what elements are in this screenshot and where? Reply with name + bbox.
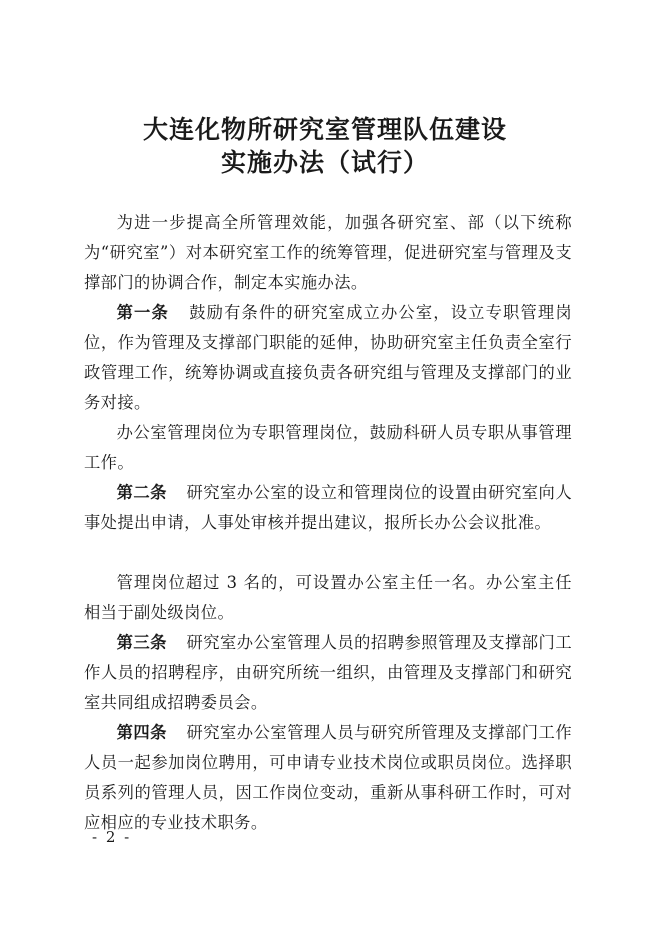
title-line-1: 大连化物所研究室管理队伍建设 — [142, 115, 507, 144]
article-2-paragraph — [84, 478, 572, 538]
article-2-note — [84, 568, 572, 628]
title-line-2: 实施办法（试行） — [220, 148, 429, 177]
article-heading: 第二条 — [116, 483, 167, 502]
paragraph-text: 研究室办公室管理人员的招聘参照管理及支撑部门工作人员的招聘程序，由研究所统一组织，由管理及支撑部门和研究室共同组成招聘委员会。 — [84, 633, 573, 712]
article-heading: 第三条 — [116, 633, 167, 652]
article-4-paragraph — [84, 718, 572, 838]
article-1-note — [84, 418, 572, 478]
paragraph-text: 鼓励有条件的研究室成立办公室，设立专职管理岗位，作为管理及支撑部门职能的延伸，协助研究室主任负责全室行政管理工作，统筹协调或直接负责各研究组与管理及支撑部门的业务对接。 — [84, 303, 572, 412]
paragraph-text: 研究室办公室的设立和管理岗位的设置由研究室向人事处提出申请，人事处审核并提出建议，报所长办公会议批准。 — [84, 483, 573, 532]
paragraph-text: 管理岗位超过 3 名的，可设置办公室主任一名。办公室主任相当于副处级岗位。 — [84, 573, 572, 622]
paragraph-text: 为进一步提高全所管理效能，加强各研究室、部（以下统称为“研究室”）对本研究室工作的统筹管理，促进研究室与管理及支撑部门的协调合作，制定本实施办法。 — [84, 213, 572, 292]
page-number: - 2 - — [92, 828, 132, 846]
article-heading: 第一条 — [116, 303, 169, 322]
paragraph-text: 办公室管理岗位为专职管理岗位，鼓励科研人员专职从事管理工作。 — [84, 423, 572, 472]
paragraph-text: 研究室办公室管理人员与研究所管理及支撑部门工作人员一起参加岗位聘用，可申请专业技术岗位或职员岗位。选择职员系列的管理人员，因工作岗位变动，重新从事科研工作时，可对应相应的专业技术职务。 — [84, 723, 573, 832]
article-3-paragraph — [84, 628, 572, 718]
article-1-paragraph — [84, 298, 572, 418]
intro-paragraph — [84, 208, 572, 298]
article-heading: 第四条 — [116, 723, 167, 742]
